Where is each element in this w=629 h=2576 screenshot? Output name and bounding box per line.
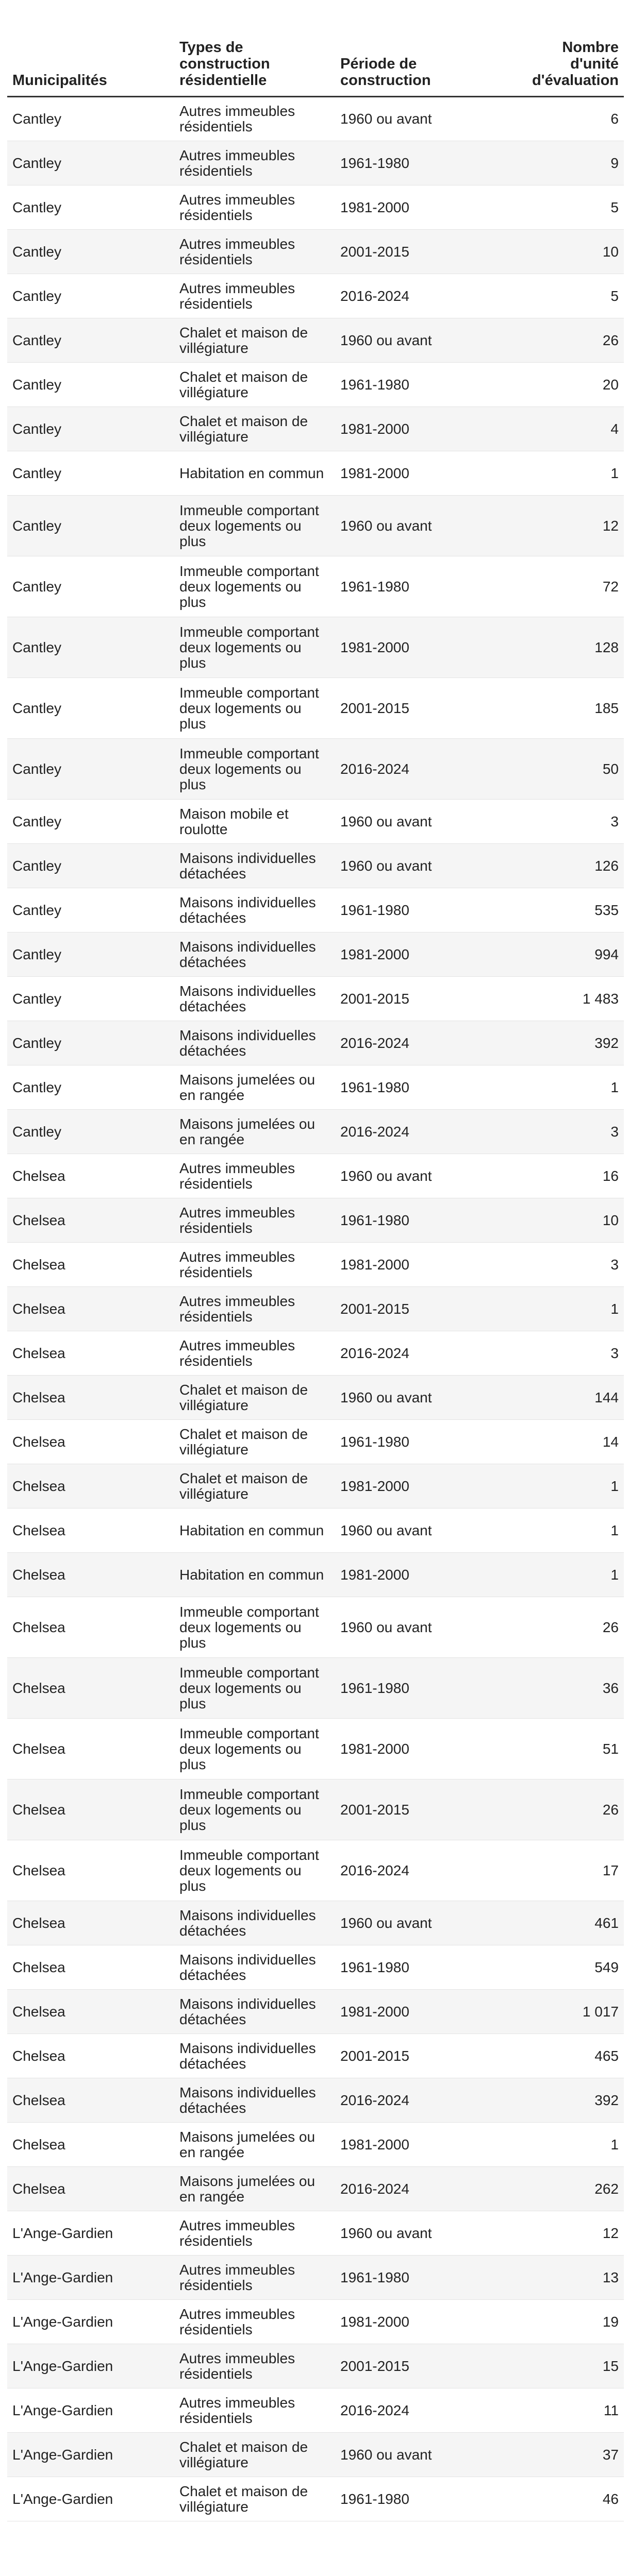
cell-nombre-unites: 128	[507, 617, 624, 678]
cell-periode: 1960 ou avant	[335, 844, 507, 888]
cell-type-construction: Chalet et maison de villégiature	[174, 2433, 335, 2477]
cell-periode: 1961-1980	[335, 141, 507, 185]
cell-type-construction: Maisons jumelées ou en rangée	[174, 2167, 335, 2211]
cell-periode: 1960 ou avant	[335, 97, 507, 141]
cell-type-construction: Autres immeubles résidentiels	[174, 185, 335, 230]
cell-nombre-unites: 3	[507, 800, 624, 844]
cell-periode: 1960 ou avant	[335, 2433, 507, 2477]
header-type-construction[interactable]: Types de construction résidentielle	[174, 0, 335, 97]
table-row	[7, 2078, 624, 2123]
table-row	[7, 844, 624, 888]
cell-periode: 1960 ou avant	[335, 800, 507, 844]
table-row	[7, 363, 624, 407]
cell-nombre-unites: 3	[507, 1110, 624, 1154]
cell-nombre-unites: 1 483	[507, 977, 624, 1021]
cell-municipalite: Chelsea	[7, 1780, 174, 1840]
cell-municipalite: Chelsea	[7, 1287, 174, 1331]
table-row	[7, 1243, 624, 1287]
cell-periode: 1960 ou avant	[335, 1154, 507, 1198]
cell-periode: 1961-1980	[335, 363, 507, 407]
header-row	[7, 0, 624, 97]
cell-municipalite: Chelsea	[7, 1990, 174, 2034]
cell-periode: 1981-2000	[335, 2300, 507, 2344]
cell-nombre-unites: 10	[507, 230, 624, 274]
cell-nombre-unites: 20	[507, 363, 624, 407]
cell-type-construction: Maisons individuelles détachées	[174, 1945, 335, 1990]
table-row	[7, 2256, 624, 2300]
cell-type-construction: Autres immeubles résidentiels	[174, 141, 335, 185]
cell-type-construction: Autres immeubles résidentiels	[174, 230, 335, 274]
cell-periode: 1981-2000	[335, 185, 507, 230]
cell-nombre-unites: 15	[507, 2344, 624, 2388]
cell-type-construction: Maison mobile et roulotte	[174, 800, 335, 844]
cell-nombre-unites: 5	[507, 274, 624, 318]
cell-municipalite: Cantley	[7, 141, 174, 185]
cell-periode: 1981-2000	[335, 1719, 507, 1780]
cell-municipalite: L'Ange-Gardien	[7, 2388, 174, 2433]
cell-municipalite: Cantley	[7, 451, 174, 496]
cell-nombre-unites: 50	[507, 739, 624, 800]
cell-municipalite: L'Ange-Gardien	[7, 2256, 174, 2300]
cell-periode: 1961-1980	[335, 1658, 507, 1719]
cell-type-construction: Autres immeubles résidentiels	[174, 2344, 335, 2388]
cell-municipalite: Cantley	[7, 977, 174, 1021]
cell-nombre-unites: 461	[507, 1901, 624, 1945]
cell-type-construction: Autres immeubles résidentiels	[174, 2211, 335, 2256]
table-row	[7, 1464, 624, 1509]
cell-nombre-unites: 1	[507, 451, 624, 496]
cell-municipalite: Chelsea	[7, 2123, 174, 2167]
cell-type-construction: Chalet et maison de villégiature	[174, 1464, 335, 1509]
cell-periode: 1961-1980	[335, 1065, 507, 1110]
cell-municipalite: Cantley	[7, 274, 174, 318]
cell-municipalite: Chelsea	[7, 1719, 174, 1780]
cell-periode: 1960 ou avant	[335, 2211, 507, 2256]
cell-type-construction: Chalet et maison de villégiature	[174, 363, 335, 407]
cell-municipalite: Chelsea	[7, 1553, 174, 1597]
cell-type-construction: Maisons jumelées ou en rangée	[174, 1110, 335, 1154]
cell-periode: 1981-2000	[335, 617, 507, 678]
cell-nombre-unites: 72	[507, 556, 624, 617]
table-row	[7, 1553, 624, 1597]
table-row	[7, 274, 624, 318]
cell-type-construction: Maisons jumelées ou en rangée	[174, 2123, 335, 2167]
cell-municipalite: Cantley	[7, 318, 174, 363]
cell-periode: 2001-2015	[335, 230, 507, 274]
table-row	[7, 678, 624, 739]
header-periode[interactable]: Période de construction	[335, 0, 507, 97]
cell-nombre-unites: 12	[507, 2211, 624, 2256]
cell-nombre-unites: 26	[507, 318, 624, 363]
table-row	[7, 2034, 624, 2078]
cell-type-construction: Immeuble comportant deux logements ou plus	[174, 556, 335, 617]
cell-periode: 2001-2015	[335, 2034, 507, 2078]
table-row	[7, 2477, 624, 2521]
cell-type-construction: Maisons individuelles détachées	[174, 888, 335, 933]
cell-municipalite: Cantley	[7, 888, 174, 933]
cell-nombre-unites: 51	[507, 1719, 624, 1780]
cell-periode: 1960 ou avant	[335, 1597, 507, 1658]
cell-nombre-unites: 17	[507, 1840, 624, 1901]
table-row	[7, 97, 624, 141]
cell-type-construction: Autres immeubles résidentiels	[174, 1243, 335, 1287]
cell-type-construction: Immeuble comportant deux logements ou plus	[174, 678, 335, 739]
cell-periode: 1981-2000	[335, 2123, 507, 2167]
cell-type-construction: Habitation en commun	[174, 1509, 335, 1553]
cell-nombre-unites: 1	[507, 1509, 624, 1553]
cell-type-construction: Maisons individuelles détachées	[174, 2078, 335, 2123]
cell-type-construction: Maisons individuelles détachées	[174, 844, 335, 888]
table-row	[7, 1780, 624, 1840]
cell-municipalite: Chelsea	[7, 1658, 174, 1719]
cell-municipalite: L'Ange-Gardien	[7, 2211, 174, 2256]
cell-type-construction: Immeuble comportant deux logements ou plus	[174, 1658, 335, 1719]
cell-periode: 1981-2000	[335, 1553, 507, 1597]
table-row	[7, 888, 624, 933]
cell-municipalite: Cantley	[7, 933, 174, 977]
cell-nombre-unites: 994	[507, 933, 624, 977]
cell-nombre-unites: 36	[507, 1658, 624, 1719]
table-row	[7, 933, 624, 977]
cell-type-construction: Immeuble comportant deux logements ou plus	[174, 617, 335, 678]
cell-municipalite: Cantley	[7, 496, 174, 556]
cell-municipalite: Chelsea	[7, 1376, 174, 1420]
cell-municipalite: L'Ange-Gardien	[7, 2477, 174, 2521]
cell-nombre-unites: 549	[507, 1945, 624, 1990]
table-row	[7, 977, 624, 1021]
table-row	[7, 141, 624, 185]
cell-periode: 1981-2000	[335, 1990, 507, 2034]
table-row	[7, 1154, 624, 1198]
cell-periode: 1981-2000	[335, 1243, 507, 1287]
cell-type-construction: Chalet et maison de villégiature	[174, 1376, 335, 1420]
table-row	[7, 1376, 624, 1420]
cell-nombre-unites: 37	[507, 2433, 624, 2477]
cell-municipalite: Cantley	[7, 678, 174, 739]
cell-periode: 2001-2015	[335, 1780, 507, 1840]
table-row	[7, 1840, 624, 1901]
cell-nombre-unites: 1	[507, 1553, 624, 1597]
cell-municipalite: Cantley	[7, 407, 174, 451]
cell-type-construction: Immeuble comportant deux logements ou plus	[174, 496, 335, 556]
cell-periode: 1960 ou avant	[335, 1901, 507, 1945]
table-row	[7, 407, 624, 451]
cell-type-construction: Maisons jumelées ou en rangée	[174, 1065, 335, 1110]
cell-periode: 1961-1980	[335, 1198, 507, 1243]
cell-type-construction: Immeuble comportant deux logements ou plus	[174, 1780, 335, 1840]
cell-periode: 1961-1980	[335, 556, 507, 617]
table-header	[7, 0, 624, 97]
cell-nombre-unites: 1	[507, 1464, 624, 1509]
cell-municipalite: Chelsea	[7, 1243, 174, 1287]
cell-nombre-unites: 13	[507, 2256, 624, 2300]
cell-periode: 2001-2015	[335, 678, 507, 739]
cell-municipalite: Cantley	[7, 230, 174, 274]
cell-nombre-unites: 465	[507, 2034, 624, 2078]
table-row	[7, 2388, 624, 2433]
table-row	[7, 1198, 624, 1243]
cell-municipalite: Cantley	[7, 363, 174, 407]
cell-nombre-unites: 1	[507, 1287, 624, 1331]
cell-nombre-unites: 185	[507, 678, 624, 739]
cell-type-construction: Immeuble comportant deux logements ou plus	[174, 1597, 335, 1658]
cell-municipalite: Chelsea	[7, 1198, 174, 1243]
cell-type-construction: Autres immeubles résidentiels	[174, 2256, 335, 2300]
cell-periode: 1961-1980	[335, 2477, 507, 2521]
cell-periode: 1960 ou avant	[335, 318, 507, 363]
cell-type-construction: Autres immeubles résidentiels	[174, 1154, 335, 1198]
cell-nombre-unites: 3	[507, 1331, 624, 1376]
cell-municipalite: Cantley	[7, 844, 174, 888]
cell-municipalite: Chelsea	[7, 1509, 174, 1553]
table-row	[7, 556, 624, 617]
cell-type-construction: Chalet et maison de villégiature	[174, 407, 335, 451]
cell-periode: 2016-2024	[335, 274, 507, 318]
cell-type-construction: Immeuble comportant deux logements ou plus	[174, 1719, 335, 1780]
table-row	[7, 1287, 624, 1331]
table-row	[7, 2433, 624, 2477]
table-row	[7, 2211, 624, 2256]
header-municipalite[interactable]: Municipalités	[7, 0, 174, 97]
table-row	[7, 318, 624, 363]
cell-periode: 1961-1980	[335, 2256, 507, 2300]
cell-periode: 2016-2024	[335, 1021, 507, 1065]
table-row	[7, 1658, 624, 1719]
cell-nombre-unites: 126	[507, 844, 624, 888]
table-row	[7, 2344, 624, 2388]
cell-periode: 2001-2015	[335, 977, 507, 1021]
cell-municipalite: Chelsea	[7, 1464, 174, 1509]
cell-municipalite: Cantley	[7, 1065, 174, 1110]
cell-municipalite: Chelsea	[7, 2078, 174, 2123]
cell-municipalite: Cantley	[7, 185, 174, 230]
cell-periode: 1961-1980	[335, 1420, 507, 1464]
table-row	[7, 1110, 624, 1154]
cell-municipalite: L'Ange-Gardien	[7, 2344, 174, 2388]
cell-type-construction: Maisons individuelles détachées	[174, 977, 335, 1021]
cell-municipalite: Cantley	[7, 1021, 174, 1065]
table-row	[7, 230, 624, 274]
cell-municipalite: Chelsea	[7, 1840, 174, 1901]
cell-periode: 2016-2024	[335, 1840, 507, 1901]
cell-nombre-unites: 19	[507, 2300, 624, 2344]
table-row	[7, 1945, 624, 1990]
cell-municipalite: Chelsea	[7, 1901, 174, 1945]
cell-periode: 2016-2024	[335, 1110, 507, 1154]
table-row	[7, 2167, 624, 2211]
table-row	[7, 1065, 624, 1110]
table-row	[7, 1509, 624, 1553]
table-row	[7, 739, 624, 800]
cell-type-construction: Habitation en commun	[174, 1553, 335, 1597]
cell-periode: 2001-2015	[335, 2344, 507, 2388]
cell-type-construction: Autres immeubles résidentiels	[174, 2388, 335, 2433]
cell-periode: 2001-2015	[335, 1287, 507, 1331]
cell-nombre-unites: 5	[507, 185, 624, 230]
table-row	[7, 2123, 624, 2167]
cell-municipalite: Chelsea	[7, 2034, 174, 2078]
cell-municipalite: Cantley	[7, 556, 174, 617]
cell-nombre-unites: 1 017	[507, 1990, 624, 2034]
cell-periode: 1981-2000	[335, 407, 507, 451]
cell-nombre-unites: 46	[507, 2477, 624, 2521]
cell-type-construction: Chalet et maison de villégiature	[174, 318, 335, 363]
cell-nombre-unites: 535	[507, 888, 624, 933]
cell-nombre-unites: 11	[507, 2388, 624, 2433]
table-row	[7, 800, 624, 844]
cell-nombre-unites: 9	[507, 141, 624, 185]
table-row	[7, 1597, 624, 1658]
cell-type-construction: Autres immeubles résidentiels	[174, 2300, 335, 2344]
cell-type-construction: Maisons individuelles détachées	[174, 1901, 335, 1945]
cell-type-construction: Autres immeubles résidentiels	[174, 97, 335, 141]
cell-nombre-unites: 26	[507, 1597, 624, 1658]
cell-municipalite: Cantley	[7, 739, 174, 800]
cell-periode: 1960 ou avant	[335, 1509, 507, 1553]
cell-type-construction: Chalet et maison de villégiature	[174, 2477, 335, 2521]
table-body	[7, 97, 624, 2521]
cell-nombre-unites: 10	[507, 1198, 624, 1243]
cell-type-construction: Maisons individuelles détachées	[174, 933, 335, 977]
cell-municipalite: Chelsea	[7, 1597, 174, 1658]
cell-periode: 1960 ou avant	[335, 496, 507, 556]
cell-municipalite: L'Ange-Gardien	[7, 2433, 174, 2477]
cell-type-construction: Immeuble comportant deux logements ou plus	[174, 1840, 335, 1901]
cell-nombre-unites: 3	[507, 1243, 624, 1287]
cell-periode: 2016-2024	[335, 1331, 507, 1376]
cell-municipalite: Chelsea	[7, 1331, 174, 1376]
cell-type-construction: Autres immeubles résidentiels	[174, 1331, 335, 1376]
data-table-container	[7, 0, 624, 2521]
cell-nombre-unites: 392	[507, 2078, 624, 2123]
cell-nombre-unites: 392	[507, 1021, 624, 1065]
cell-municipalite: Cantley	[7, 1110, 174, 1154]
cell-nombre-unites: 12	[507, 496, 624, 556]
cell-periode: 1981-2000	[335, 933, 507, 977]
table-row	[7, 1420, 624, 1464]
cell-periode: 2016-2024	[335, 2078, 507, 2123]
cell-nombre-unites: 6	[507, 97, 624, 141]
cell-periode: 1981-2000	[335, 1464, 507, 1509]
cell-nombre-unites: 14	[507, 1420, 624, 1464]
cell-nombre-unites: 26	[507, 1780, 624, 1840]
cell-municipalite: Cantley	[7, 617, 174, 678]
table-row	[7, 496, 624, 556]
cell-nombre-unites: 262	[507, 2167, 624, 2211]
cell-type-construction: Autres immeubles résidentiels	[174, 274, 335, 318]
cell-periode: 1960 ou avant	[335, 1376, 507, 1420]
cell-municipalite: Chelsea	[7, 1154, 174, 1198]
cell-municipalite: L'Ange-Gardien	[7, 2300, 174, 2344]
cell-municipalite: Cantley	[7, 800, 174, 844]
cell-type-construction: Maisons individuelles détachées	[174, 1990, 335, 2034]
table-row	[7, 1990, 624, 2034]
cell-periode: 2016-2024	[335, 2388, 507, 2433]
cell-nombre-unites: 1	[507, 2123, 624, 2167]
cell-municipalite: Chelsea	[7, 1420, 174, 1464]
cell-periode: 2016-2024	[335, 739, 507, 800]
table-row	[7, 1719, 624, 1780]
header-nombre-unites[interactable]: Nombre d'unité d'évaluation	[507, 0, 624, 97]
cell-type-construction: Habitation en commun	[174, 451, 335, 496]
table-row	[7, 451, 624, 496]
cell-type-construction: Autres immeubles résidentiels	[174, 1287, 335, 1331]
data-table	[7, 0, 624, 2521]
table-row	[7, 617, 624, 678]
cell-type-construction: Immeuble comportant deux logements ou plus	[174, 739, 335, 800]
cell-type-construction: Chalet et maison de villégiature	[174, 1420, 335, 1464]
table-row	[7, 1331, 624, 1376]
cell-nombre-unites: 4	[507, 407, 624, 451]
cell-type-construction: Autres immeubles résidentiels	[174, 1198, 335, 1243]
table-row	[7, 1901, 624, 1945]
cell-periode: 1981-2000	[335, 451, 507, 496]
cell-nombre-unites: 1	[507, 1065, 624, 1110]
cell-periode: 1961-1980	[335, 1945, 507, 1990]
cell-type-construction: Maisons individuelles détachées	[174, 1021, 335, 1065]
table-row	[7, 2300, 624, 2344]
cell-periode: 1961-1980	[335, 888, 507, 933]
cell-nombre-unites: 144	[507, 1376, 624, 1420]
cell-nombre-unites: 16	[507, 1154, 624, 1198]
cell-type-construction: Maisons individuelles détachées	[174, 2034, 335, 2078]
table-row	[7, 1021, 624, 1065]
cell-municipalite: Chelsea	[7, 1945, 174, 1990]
cell-municipalite: Cantley	[7, 97, 174, 141]
table-row	[7, 185, 624, 230]
cell-municipalite: Chelsea	[7, 2167, 174, 2211]
cell-periode: 2016-2024	[335, 2167, 507, 2211]
